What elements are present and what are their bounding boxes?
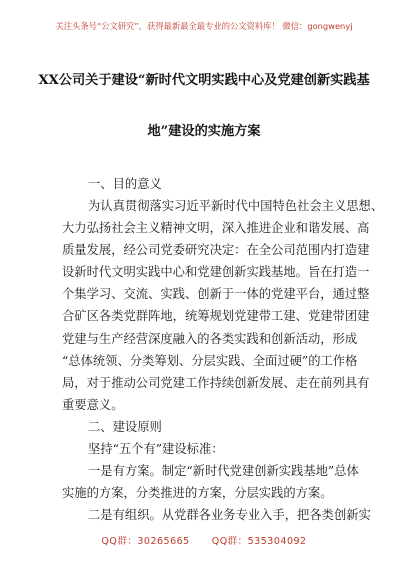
body-line: 合矿区各类党群阵地，统筹规划党建带工建、党建带团建 [62, 309, 370, 324]
footer-qq-group-1: QQ群：30265665 [101, 536, 190, 547]
body-line: 二是有组织。从党群各业务专业入手，把各类创新实 [88, 508, 371, 522]
document-title-line-2: 地”建设的实施方案 [147, 124, 261, 139]
promo-banner: 关注头条号“公文研究”，获得最新最全最专业的公文资料库！ 微信：gongwenyj [55, 21, 353, 31]
footer-contacts [0, 533, 408, 547]
body-line: 质量发展，经公司党委研究决定：在全公司范围内打造建 [62, 243, 370, 258]
section-heading-principles: 二、建设原则 [88, 419, 162, 434]
body-line: 为认真贯彻落实习近平新时代中国特色社会主义思想、 [88, 199, 384, 214]
body-line: 局，对于推动公司党建工作持续创新发展、走在前列具有 [62, 375, 370, 390]
section-heading-purpose: 一、目的意义 [88, 177, 162, 191]
body-line: 设新时代文明实践中心和党建创新实践基地。旨在打造一 [62, 265, 370, 280]
body-line: 实施的方案，分类推进的方案，分层实践的方案。 [62, 485, 333, 500]
body-line: 重要意义。 [62, 397, 124, 412]
body-line: 大力弘扬社会主义精神文明，深入推进企业和谐发展、高 [62, 221, 370, 236]
body-line: “总体统领、分类筹划、分层实践、全面过硬”的工作格 [62, 353, 358, 368]
body-line: 党建与生产经营深度融入的各类实践和创新活动，形成 [62, 331, 358, 346]
document-title-line-1: XX公司关于建设“新时代文明实践中心及党建创新实践基 [38, 73, 370, 88]
footer-qq-group-2: QQ群：535304092 [211, 536, 307, 547]
body-line: 坚持“五个有”建设标准： [88, 441, 224, 456]
body-line: 一是有方案。制定“新时代党建创新实践基地”总体 [88, 463, 359, 478]
body-line: 个集学习、交流、实践、创新于一体的党建平台，通过整 [62, 287, 370, 302]
